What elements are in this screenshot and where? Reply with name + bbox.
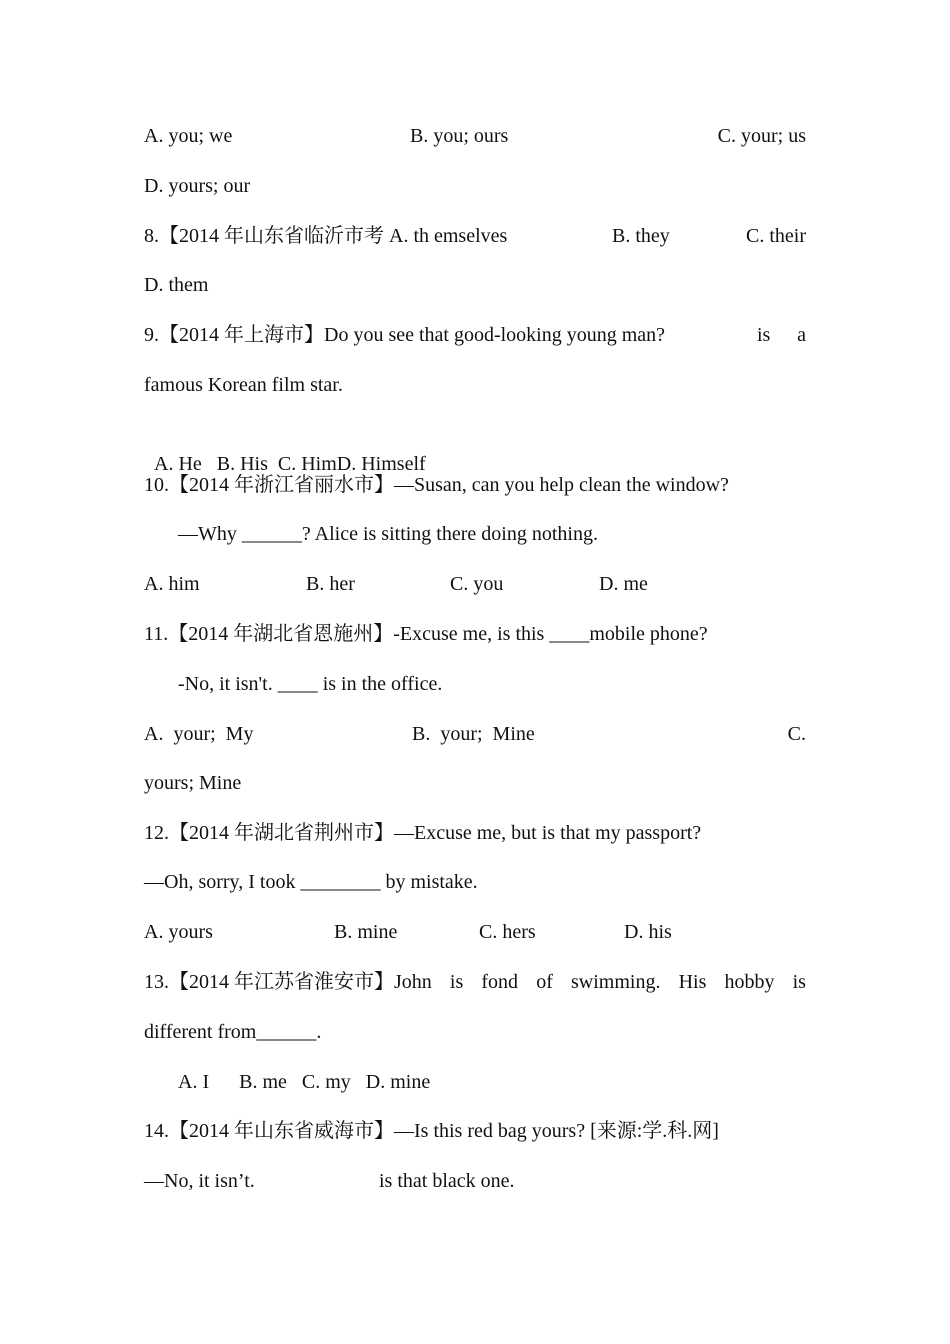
q7-option-b: B. you; ours — [410, 125, 509, 147]
q11-options-row — [144, 719, 806, 749]
q11-option-a: A. your; My — [144, 723, 254, 745]
q13-options-row — [178, 1067, 806, 1097]
q13-line2-row — [144, 1017, 806, 1047]
q12-option-c: C. hers — [479, 921, 536, 943]
q13-line1-row — [144, 967, 806, 997]
q9-word-is: is — [757, 324, 771, 346]
q10-option-a: A. him — [144, 573, 200, 595]
q7-options-row — [144, 121, 806, 151]
q10-line1: 10.【2014 年浙江省丽水市】—Susan, can you help clean the window? — [144, 474, 729, 496]
q10-option-d: D. me — [599, 573, 648, 595]
q7-option-a: A. you; we — [144, 125, 233, 147]
q9-head: 9.【2014 年上海市】Do you see that good-looking young man? — [144, 324, 666, 346]
q10-option-c: C. you — [450, 573, 504, 595]
q11-line2: -No, it isn't. ____ is in the office. — [178, 673, 443, 695]
q11-line1: 11.【2014 年湖北省恩施州】-Excuse me, is this ____mobile phone? — [144, 623, 708, 645]
q13-word: swimming. — [570, 971, 661, 993]
q13-word: is — [449, 971, 464, 993]
q13-word: His — [678, 971, 707, 993]
q11-option-c: C. — [787, 723, 806, 745]
q13-word: hobby — [724, 971, 775, 993]
q14-line2-row — [144, 1166, 806, 1196]
q7-option-d-row — [144, 171, 806, 201]
q13-word: fond — [481, 971, 519, 993]
q9-word-a: a — [797, 324, 806, 346]
q11-option-b: B. your; Mine — [412, 723, 535, 745]
q12-line2: —Oh, sorry, I took ________ by mistake. — [144, 871, 478, 893]
q13-word: of — [536, 971, 553, 993]
q13-options: A. I B. me C. my D. mine — [178, 1071, 431, 1093]
q11-line2-row — [178, 669, 806, 699]
q8-option-d: D. them — [144, 274, 209, 296]
q12-option-a: A. yours — [144, 921, 213, 943]
q13-word: is — [792, 971, 806, 993]
q8-option-b: B. they — [612, 225, 670, 247]
q9-line2: famous Korean film star. — [144, 374, 343, 396]
q8-option-d-row — [144, 270, 806, 300]
q10-line1-row — [144, 470, 806, 500]
q14-line2-part-b: is that black one. — [379, 1170, 515, 1192]
q12-line2-row — [144, 867, 806, 897]
q7-option-d: D. yours; our — [144, 175, 251, 197]
q14-line1: 14.【2014 年山东省威海市】—Is this red bag yours? [来源:学.科.网] — [144, 1120, 719, 1142]
q12-line1-row — [144, 818, 806, 848]
q12-option-b: B. mine — [334, 921, 398, 943]
q9-line2-row — [144, 370, 806, 400]
q11-option-c-cont-row — [144, 768, 806, 798]
q10-line2-row — [178, 519, 806, 549]
q10-options-row — [144, 569, 806, 599]
q10-option-b: B. her — [306, 573, 355, 595]
q9-options: A. He B. His C. HimD. Himself — [154, 453, 426, 475]
q12-line1: 12.【2014 年湖北省荆州市】—Excuse me, but is that my passport? — [144, 822, 702, 844]
q13-word: 13.【2014 年江苏省淮安市】John — [144, 971, 432, 993]
q12-options-row — [144, 917, 806, 947]
q12-option-d: D. his — [624, 921, 672, 943]
q10-line2: —Why ______? Alice is sitting there doing nothing. — [178, 523, 598, 545]
q8-head: 8.【2014 年山东省临沂市考 A. th emselves — [144, 225, 508, 247]
q11-option-c-cont: yours; Mine — [144, 772, 242, 794]
q13-line2: different from______. — [144, 1021, 322, 1043]
q14-line1-row — [144, 1116, 806, 1146]
q8-row — [144, 221, 806, 251]
q14-line2-part-a: —No, it isn’t. — [144, 1170, 255, 1192]
q11-line1-row — [144, 619, 806, 649]
q7-option-c: C. your; us — [717, 125, 806, 147]
q9-options-row — [144, 419, 806, 475]
q8-option-c: C. their — [746, 225, 806, 247]
q9-row — [144, 320, 806, 350]
